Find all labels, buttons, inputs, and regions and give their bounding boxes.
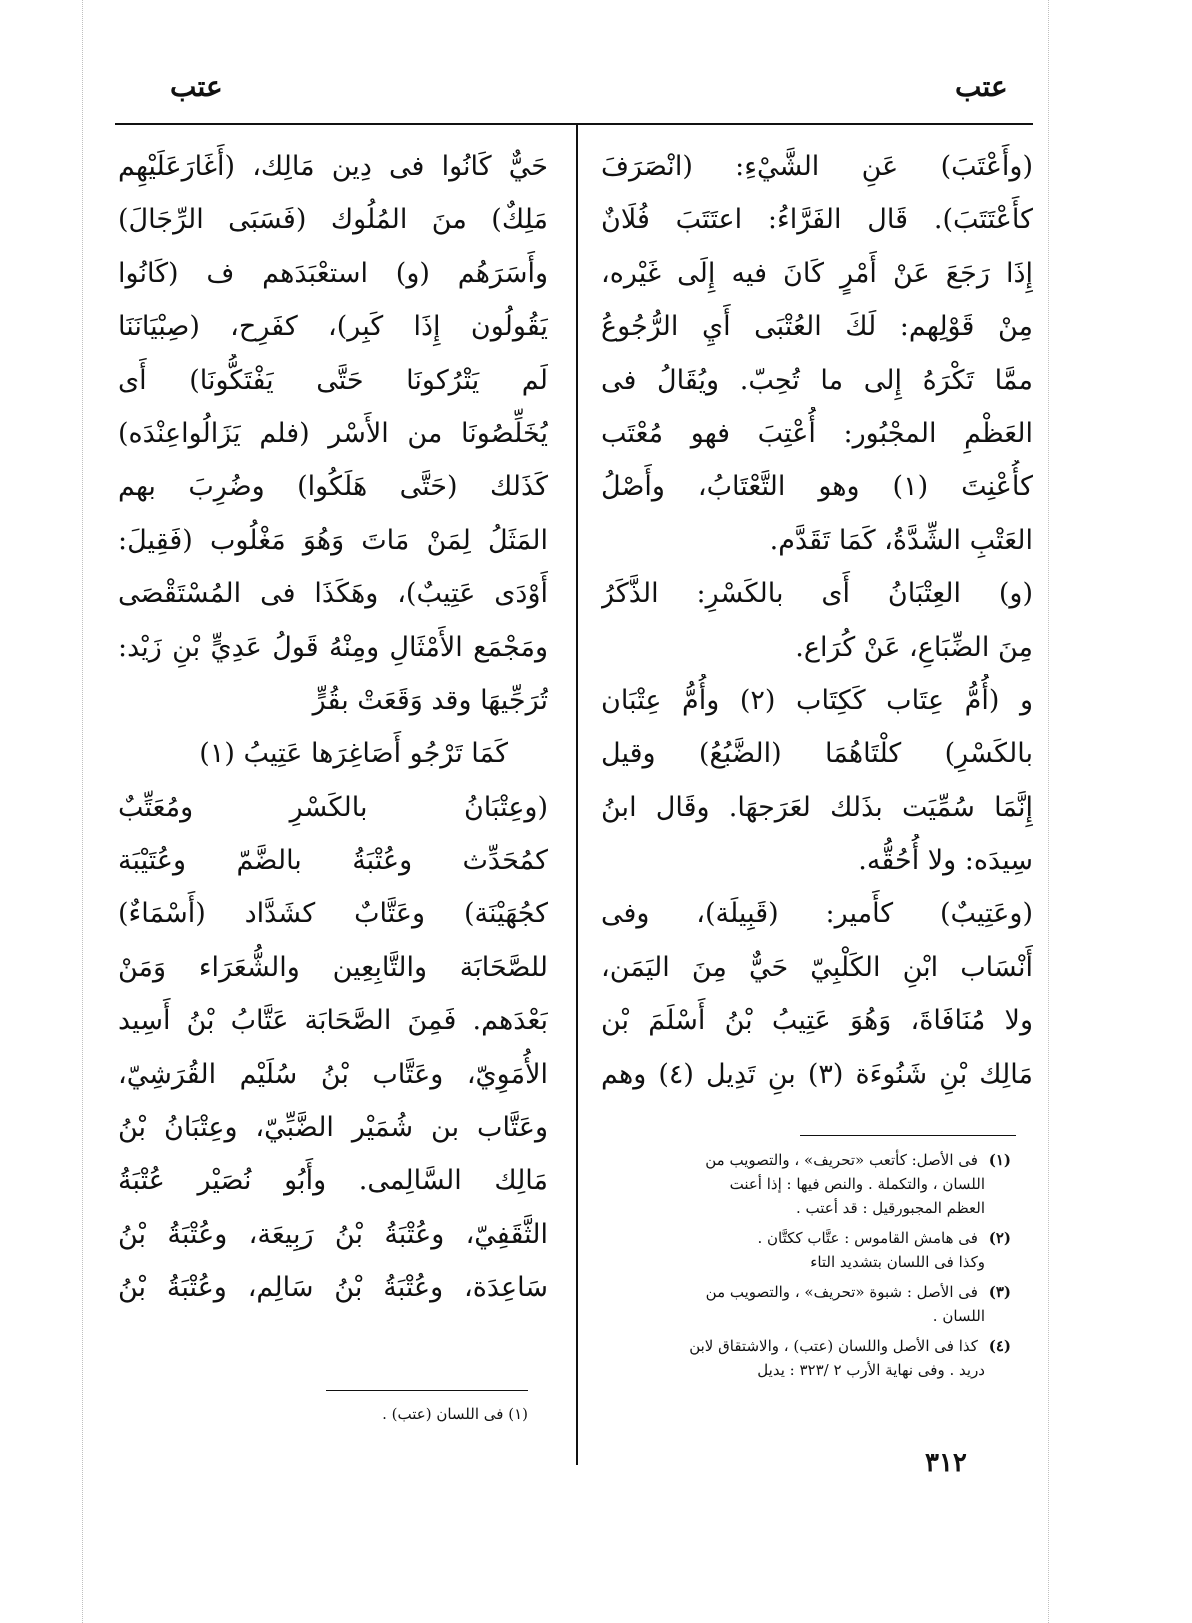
text-line: إِنَّمَا سُمِّيَت بذَلك لعَرَجهَا. وقَال ابنُ: [601, 791, 1033, 823]
text-line: (و) العِتْبَانُ أَى بالكَسْرِ: الذَّكَرُ: [601, 578, 1033, 610]
text-line: العَتْبِ الشِّدَّةُ، كَمَا تَقَدَّم.: [769, 524, 1033, 556]
footnote-text: العظم المجبورقيل : قد أعتب .: [795, 1199, 985, 1217]
verse-line: كَمَا تَرْجُو أَصَاغِرَها عَتِيبُ (١): [199, 738, 508, 770]
footnote-text: كذا فى الأصل واللسان (عتب) ، والاشتقاق لابن: [689, 1337, 978, 1355]
footnote: [601, 1280, 1011, 1328]
footnote: [601, 1334, 1011, 1382]
footnote-text: اللسان .: [932, 1307, 985, 1325]
footnote: [601, 1226, 1011, 1274]
page-fold-line-left: [82, 0, 83, 1623]
footnote-text: فى الأصل: كأتعب «تحريف» ، والتصويب من: [705, 1151, 978, 1169]
footnote-text: فى الأصل : شبوة «تحريف» ، والتصويب من: [705, 1283, 978, 1301]
verse-line: تُرَجِّيهَا وقد وَقَعَتْ بقُرٍّ: [312, 684, 548, 716]
footnote-text: وكذا فى اللسان بتشديد التاء: [810, 1253, 985, 1271]
text-line: كأُعْنِتَ (١) وهو التَّعْتَابُ، وأَصْلُ: [601, 471, 1033, 503]
footnote-text: فى هامش القاموس : عتَّاب ككتَّان .: [757, 1229, 978, 1247]
text-line: ومَجْمَع الأَمْثَالِ ومِنْهُ قَولُ عَدِيٍّ بْنِ زَيْد:: [118, 631, 548, 663]
footnote-rule-left: [326, 1390, 528, 1391]
text-line: مَالِك بْنِ شَنُوءَة (٣) بنِ تَدِيل (٤) وهم: [601, 1058, 1033, 1090]
text-line: الثَّقَفِيّ، وعُتْبَةُ بْنُ رَبِيعَة، وعُتْبَةُ بْنُ: [118, 1218, 548, 1250]
text-line: أَنْسَاب ابْنِ الكَلْبِيّ حَيٌّ مِنَ اليَمَن،: [601, 951, 1033, 983]
text-line: للصَّحَابَة والتَّابِعِين والشُّعَرَاء وَمَنْ: [118, 951, 548, 983]
text-line: يَقُولُون إِذَا كَبِر)، كفَرِح، (صِبْيَانَنَا: [118, 311, 548, 343]
text-line: و (أُمُّ عِتَاب كَكِتَاب (٢) وأُمُّ عِتْبَان: [601, 684, 1033, 716]
right-column: [601, 140, 1033, 1101]
text-line: ولا مُنَافَاةَ، وَهُوَ عَتِيبُ بْنُ أَسْلَمَ بْن: [601, 1005, 1033, 1037]
footnote-text: اللسان ، والتكملة . والنص فيها : إذا أعنت: [729, 1175, 985, 1193]
running-header-right: عتب: [955, 70, 1008, 103]
footnotes-right: [601, 1148, 1011, 1388]
text-line: (وعَتِيبٌ) كأَمير: (قَبِيلَة)، وفى: [601, 898, 1033, 930]
page-fold-line-right: [1048, 0, 1049, 1623]
text-line: الأُمَوِيّ، وعَتَّاب بْنُ سُلَيْم القُرَشِيّ،: [118, 1058, 548, 1090]
footnote-number: (٤): [988, 1337, 1011, 1355]
text-line: (وأَعْتَبَ) عَنِ الشَّيْءِ: (انْصَرَفَ: [601, 151, 1033, 182]
footnote-text: دريد . وفى نهاية الأرب ٢ /٣٢٣ : يديل: [757, 1361, 985, 1379]
text-line: أَوْدَى عَتِيبٌ)، وهَكَذَا فى المُسْتَقْصَى: [118, 578, 548, 610]
text-line: لَم يَتْرُكونَا حَتَّى يَفْتَكُّونَا) أَى: [118, 364, 548, 396]
text-line: يُخَلِّصُونَا من الأَسْر (فلم يَزَالُواعِنْدَه): [118, 417, 548, 449]
text-line: مَالِك السَّالِمى. وأَبُو نُصَيْر عُتْبَةُ: [118, 1165, 548, 1197]
text-line: كَذَلك (حَتَّى هَلَكُوا) وضُرِبَ بهم: [118, 471, 548, 503]
text-line: (وعِتْبَانُ بالكَسْرِ ومُعَتِّبٌ: [118, 791, 548, 823]
text-line: كأَعْتَتَبَ). قَال الفَرَّاءُ: اعتَتَبَ فُلَانٌ: [601, 204, 1033, 236]
text-line: مِنْ قَوْلِهم: لَكَ العُتْبَى أَيِ الرُّجُوعُ: [601, 311, 1033, 343]
column-divider: [576, 123, 578, 1465]
text-line: بَعْدَهم. فَمِنَ الصَّحَابَة عَتَّابُ بْنُ أَسِيد: [118, 1005, 548, 1037]
text-line: وأَسَرَهُم (و) استعْبَدَهم ف (كَانُوا: [118, 257, 548, 289]
text-line: العَظْمِ المجْبُور: أُعْتِبَ فهو مُعْتَب: [601, 417, 1033, 449]
left-column: [118, 140, 548, 1315]
text-line: كمُحَدِّث وعُتْبَةُ بالضَّمّ وعُتَيْبَة: [118, 845, 548, 877]
footnotes-left: [260, 1402, 528, 1426]
page-number: ٣١٢: [925, 1448, 967, 1478]
footnote-text: فى اللسان (عتب) .: [382, 1405, 504, 1423]
text-line: وعَتَّاب بن شُمَيْر الضَّبِّيّ، وعِتْبَانُ بْنُ: [118, 1112, 548, 1144]
footnote-number: (٢): [988, 1229, 1011, 1247]
text-line: مَلِكٌ) منَ المُلُوك (فَسَبَى الرِّجَالَ): [118, 204, 548, 236]
footnote-number: (١): [508, 1405, 528, 1423]
text-line: بالكَسْرِ) كلْتَاهُمَا (الضَّبُعُ) وقيل: [601, 738, 1033, 770]
footnote-rule-right: [800, 1135, 1016, 1136]
footnote-number: (١): [988, 1151, 1011, 1169]
text-line: سَاعِدَة، وعُتْبَةُ بْنُ سَالِم، وعُتْبَةُ بْنُ: [118, 1272, 548, 1304]
running-header-left: عتب: [170, 70, 223, 103]
text-line: إِذَا رَجَعَ عَنْ أَمْرٍ كَانَ فيه إِلَى غَيْره،: [601, 257, 1033, 289]
footnote: [601, 1148, 1011, 1220]
text-line: كجُهَيْنَة) وعَتَّابٌ كشَدَّاد (أَسْمَاءٌ): [118, 898, 548, 930]
text-line: المَثَلُ لِمَنْ مَاتَ وَهُوَ مَغْلُوب (فَقِيلَ:: [118, 524, 548, 556]
footnote-number: (٣): [988, 1283, 1011, 1301]
text-line: حَيٌّ كَانُوا فى دِين مَالِك، (أَغَارَعَلَيْهِم: [118, 151, 548, 182]
text-line: سِيدَه: ولا أُحُقُّه.: [858, 845, 1033, 877]
text-line: مِنَ الضِّبَاعِ، عَنْ كُرَاع.: [795, 631, 1033, 663]
header-rule: [115, 123, 1033, 125]
text-line: ممَّا تَكْرَهُ إِلى ما تُحِبّ. ويُقَالُ فى: [601, 364, 1033, 396]
